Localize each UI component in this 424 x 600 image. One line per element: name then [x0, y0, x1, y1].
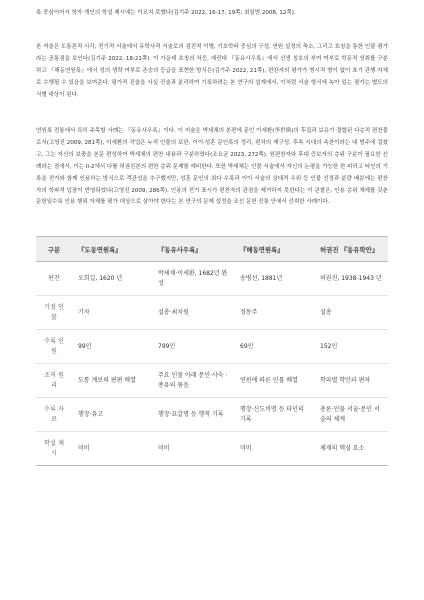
table-cell: 기자: [72, 296, 152, 330]
table-cell: 미비: [152, 432, 234, 466]
row-label: 수록 자료: [36, 398, 72, 432]
table-cell: 박세채·이세환, 1682년 완성: [152, 262, 234, 296]
table-cell: 설총: [314, 296, 388, 330]
row-label: 조직 원리: [36, 364, 72, 398]
table-cell: 학파별 학안과 편차: [314, 364, 388, 398]
table-row: [36, 398, 388, 432]
table-row: [36, 262, 388, 296]
table-cell: 미비: [234, 432, 314, 466]
table-cell: 행장·신도비명 등 타인의 기록: [234, 398, 314, 432]
table-cell: 행장·묘갈명 등 행적 기록: [152, 398, 234, 432]
header-haedong: 『해동연원록』: [234, 237, 314, 262]
row-label: 기점 인물: [36, 296, 72, 330]
table-cell: 허권진, 1938-1943 년: [314, 262, 388, 296]
table-cell: 미비: [72, 432, 152, 466]
table-cell: 152인: [314, 330, 388, 364]
table-cell: 99인: [72, 330, 152, 364]
table-cell: 69인: [234, 330, 314, 364]
table-row: [36, 296, 388, 330]
table-cell: 행장·유고: [72, 398, 152, 432]
table-cell: 799인: [152, 330, 234, 364]
header-dodong: 『도동연원록』: [72, 237, 152, 262]
table-cell: 체재의 핵심 요소: [314, 432, 388, 466]
row-label: 수록 인원: [36, 330, 72, 364]
table-cell: 정몽주: [234, 296, 314, 330]
table-row: [36, 432, 388, 466]
table-cell: 주요 인물 아래 문인·사숙 ·종유의 묶음: [152, 364, 234, 398]
table-cell: 오희길, 1620 년: [72, 262, 152, 296]
comparison-table: [36, 236, 388, 466]
row-label: 학설 제시: [36, 432, 72, 466]
table-header-row: [36, 237, 388, 262]
paragraph-2: 본 저술은 도통론적 시각, 전기적 서술에서 유학사적 서술로의 점진적 이행, 기호학파 중심의 구성, 연원 설정의 축소, 그리고 호칭을 통한 인물 평가라는 공통점을 보인다(김기주 2022, 18-21쪽). 이 가운데 호칭의 차등, 예컨대 『동유사우록』에서 선생 칭호의 부여 여부로 학문적 성취를 구분하고 『해동연원록』에서 성의 생략 여부로 존숭의 등급을 표현한 방식은(김기주 2022, 21쪽), 편찬자의 평가가 명시적 형이 없이 표기 관행 자체로 수행될 수 있음을 보여준다. 평가적 진술을 사실 진술과 분리하여 기록하려는 본 연구의 설계에서, 이처럼 서술 형식에 녹아 있는 평가는 별도의 식별 대상이 된다.: [36, 44, 388, 98]
table-cell: 송병선, 1881년: [234, 262, 314, 296]
paragraph-3: 연원록 전통에서 특히 주목할 사례는 『동유사우록』이다. 이 저술은 박세채의 본편에 문인 이세환(李世瑍)의 후집과 보유가 결합된 다층적 편찬물로서(고영진 2009, 281쪽), 이세환의 작업은 누적 인물의 보완, 이이·성혼 문인록의 정리, 편차의 재구성, 후속 시대의 속찬이라는 네 범주에 걸쳤고, 그는 자신의 보충을 본문 편성하여 박세채의 편찬 내용과 구분하였다(조요균 2023, 272쪽). 원편찬자와 후대 증보자의 층위 구분이 필요한 선례라는 점에서, 이는 II-2에서 다룰 허권진본의 편찬 층위 문제를 예비한다. 또한 박세채는 인물 서술에서 자신의 논평을 가능한 한 피하고 타인의 기록을 전거와 함께 인용하는 방식으로 객관성을 추구했지만, 성혼 문인의 최다 수록과 이이 서술의 상대적 우위 등 인물 선정과 분량 배분에는 편찬자의 학파적 입장이 반영되었다(고영진 2009, 286쪽). 인용의 전거 표시가 편찬자의 관점을 제거하지 못한다는 이 관찰은, 인용 층위 체제를 갖춘 문헌일수록 인용 행위 자체를 평가 대상으로 삼아야 한다는 본 연구의 문제 설정을 조선 문헌 전통 안에서 선취한 사례이다.: [36, 128, 388, 206]
header-dongyu-hagan: 허권진 『동유학안』: [314, 237, 388, 262]
row-label: 편찬: [36, 262, 72, 296]
paragraph-1: 록 중심이어서 학자 개인의 학설 제시에는 이르지 못했다(김기주 2022, 16-17, 19쪽; 최일범 2008, 12쪽).: [36, 10, 296, 16]
table-cell: 총론·인물 서술·문인 서술의 체계: [314, 398, 388, 432]
table-cell: 설총·최치원: [152, 296, 234, 330]
header-dongyu-sau: 『동유사우록』: [152, 237, 234, 262]
table-cell: 연원에 따른 인물 배열: [234, 364, 314, 398]
table-row: [36, 364, 388, 398]
table-cell: 도통 계보의 편편 배열: [72, 364, 152, 398]
header-category: 구분: [36, 237, 72, 262]
table-row: [36, 330, 388, 364]
